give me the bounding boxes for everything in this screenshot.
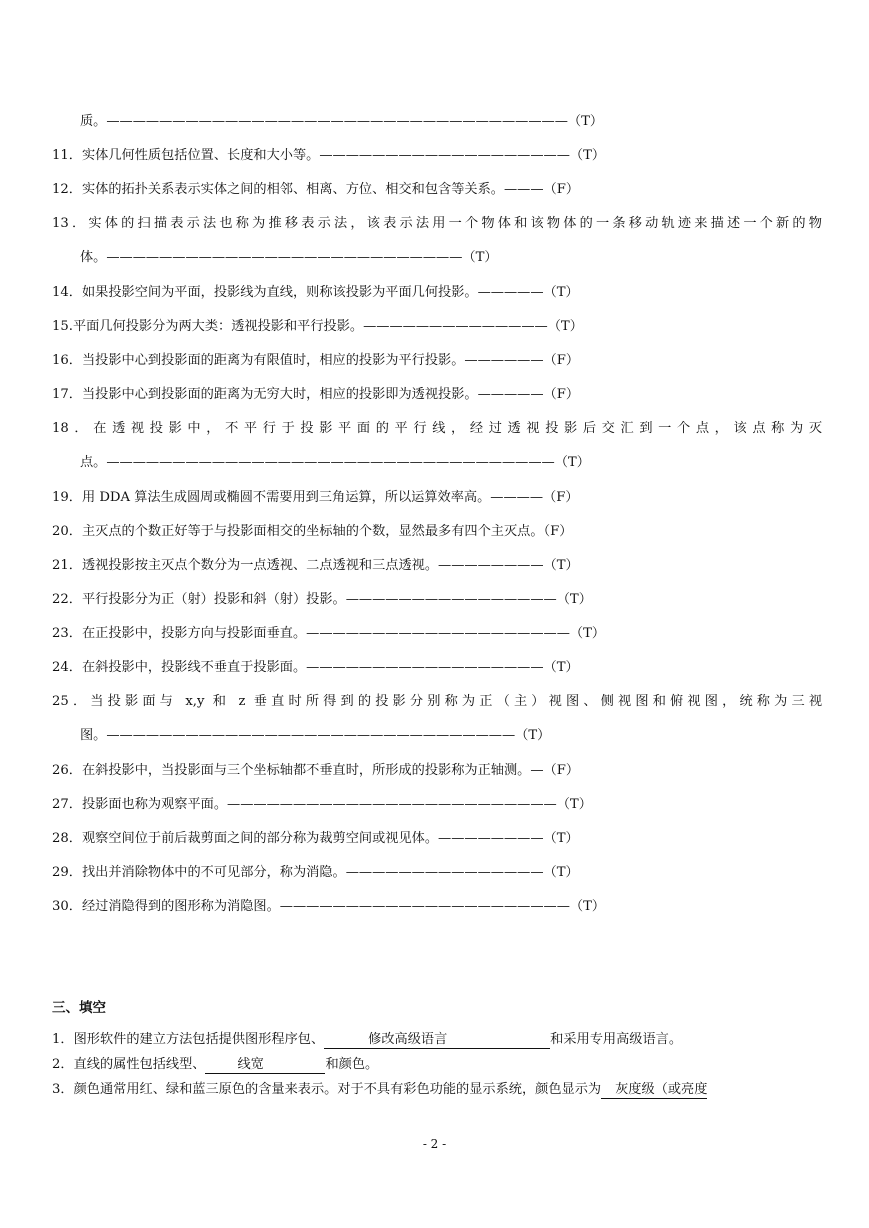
statement-text: 在斜投影中，当投影面与三个坐标轴都不垂直时，所形成的投影称为正轴测。—（F）: [81, 763, 580, 778]
statement-line: [52, 590, 822, 610]
statement-number: 26．: [52, 763, 82, 778]
statement-text: 找出并消除物体中的不可见部分，称为消隐。———————————————（T）: [81, 865, 579, 880]
statement-line: [52, 351, 822, 371]
statement-line: [52, 146, 822, 166]
fill-question-3: [52, 1080, 822, 1100]
statement-text: 当投影中心到投影面的距离为无穷大时，相应的投影即为透视投影。—————（F）: [81, 387, 580, 402]
statement-text: 如果投影空间为平面，投影线为直线，则称该投影为平面几何投影。—————（T）: [81, 285, 579, 300]
fill-question-2: [52, 1055, 822, 1075]
fill-question-1: [52, 1030, 822, 1050]
statement-line: [80, 726, 822, 746]
statement-text: 实体的拓扑关系表示实体之间的相邻、相离、方位、相交和包含等关系。———（F）: [81, 182, 580, 197]
statement-number: 17．: [52, 387, 82, 402]
statement-number: 13．: [52, 216, 89, 231]
statement-line: [52, 897, 822, 917]
statement-line: [52, 180, 822, 200]
statement-number: 23．: [52, 626, 82, 641]
statement-number: 12．: [52, 182, 82, 197]
question-text-after: 和颜色。: [325, 1057, 379, 1072]
answer-blank: 灰度级（或亮度: [601, 1081, 707, 1099]
statement-number: 19．: [52, 490, 82, 505]
statement-line: [52, 283, 822, 303]
question-text-before: 图形软件的建立方法包括提供图形程序包、: [73, 1032, 325, 1047]
statement-line: [52, 863, 822, 883]
statement-text: 观察空间位于前后裁剪面之间的部分称为裁剪空间或视见体。————————（T）: [81, 831, 579, 846]
statement-number: 21．: [52, 558, 82, 573]
statement-number: 24．: [52, 660, 82, 675]
statement-text: 实体几何性质包括位置、长度和大小等。———————————————————（T）: [81, 148, 606, 163]
statement-text: 平面几何投影分为两大类：透视投影和平行投影。——————————————（T）: [72, 319, 583, 334]
statement-line: [52, 829, 822, 849]
statement-text: 当投影中心到投影面的距离为有限值时，相应的投影为平行投影。——————（F）: [81, 353, 580, 368]
statement-number: 18．: [52, 421, 94, 436]
statement-number: 27．: [52, 797, 82, 812]
statement-text: 在透视投影中，不平行于投影平面的平行线，经过透视投影后交汇到一个点，该点称为灭: [93, 421, 822, 436]
statement-line: [52, 385, 822, 405]
statement-number: 15.: [52, 319, 73, 334]
statement-line: [80, 453, 822, 473]
section-3-title: 三、填空: [52, 1000, 106, 1016]
answer-blank: 修改高级语言: [324, 1031, 550, 1049]
statement-line: [52, 419, 822, 439]
question-text-after: 和采用专用高级语言。: [550, 1032, 683, 1047]
statement-text: 平行投影分为正（射）投影和斜（射）投影。————————————————（T）: [81, 592, 592, 607]
statement-text: 质。———————————————————————————————————（T）: [80, 114, 604, 129]
statement-line: [52, 556, 822, 576]
statement-text: 点。——————————————————————————————————（T）: [80, 455, 590, 470]
statement-line: [52, 692, 822, 712]
question-text-before: 直线的属性包括线型、: [73, 1057, 206, 1072]
question-text-before: 颜色通常用红、绿和蓝三原色的含量来表示。对于不具有彩色功能的显示系统，颜色显示为: [73, 1082, 602, 1097]
statement-text: 用 DDA 算法生成圆周或椭圆不需要用到三角运算，所以运算效率高。————（F）: [81, 490, 579, 505]
statement-number: 20．: [52, 524, 82, 539]
answer-blank: 线宽: [205, 1056, 325, 1074]
statement-number: 30．: [52, 899, 82, 914]
statement-text: 图。———————————————————————————————（T）: [80, 728, 551, 743]
statement-number: 11．: [52, 148, 82, 163]
statement-number: 16．: [52, 353, 82, 368]
statement-number: 14．: [52, 285, 82, 300]
statement-text: 投影面也称为观察平面。—————————————————————————（T）: [81, 797, 592, 812]
statement-text: 透视投影按主灭点个数分为一点透视、二点透视和三点透视。————————（T）: [81, 558, 579, 573]
statement-line: [52, 522, 822, 542]
statement-text: 实体的扫描表示法也称为推移表示法，该表示法用一个物体和该物体的一条移动轨迹来描述一个新的物: [88, 216, 822, 231]
statement-line: [52, 488, 822, 508]
statement-text: 在斜投影中，投影线不垂直于投影面。——————————————————（T）: [81, 660, 579, 675]
statement-text: 主灭点的个数正好等于与投影面相交的坐标轴的个数，显然最多有四个主灭点。（F）: [81, 524, 573, 539]
statement-line: [52, 761, 822, 781]
question-number: 3．: [52, 1082, 74, 1097]
statement-number: 25．: [52, 694, 91, 709]
statement-number: 22．: [52, 592, 82, 607]
statement-line: [80, 112, 822, 132]
statement-number: 28．: [52, 831, 82, 846]
statement-text: 经过消隐得到的图形称为消隐图。——————————————————————（T）: [81, 899, 606, 914]
statement-number: 29．: [52, 865, 82, 880]
statement-line: [80, 248, 822, 268]
question-number: 1．: [52, 1032, 74, 1047]
question-number: 2．: [52, 1057, 74, 1072]
statement-line: [52, 317, 822, 337]
statement-line: [52, 214, 822, 234]
statement-line: [52, 658, 822, 678]
statement-text: 当投影面与 x,y 和 z 垂直时所得到的投影分别称为正（主）视图、侧视图和俯视图，统称为三视: [90, 694, 822, 709]
statement-text: 在正投影中，投影方向与投影面垂直。————————————————————（T）: [81, 626, 606, 641]
statement-line: [52, 624, 822, 644]
statement-text: 体。———————————————————————————（T）: [80, 250, 498, 265]
page-number: - 2 -: [422, 1137, 447, 1151]
statement-line: [52, 795, 822, 815]
